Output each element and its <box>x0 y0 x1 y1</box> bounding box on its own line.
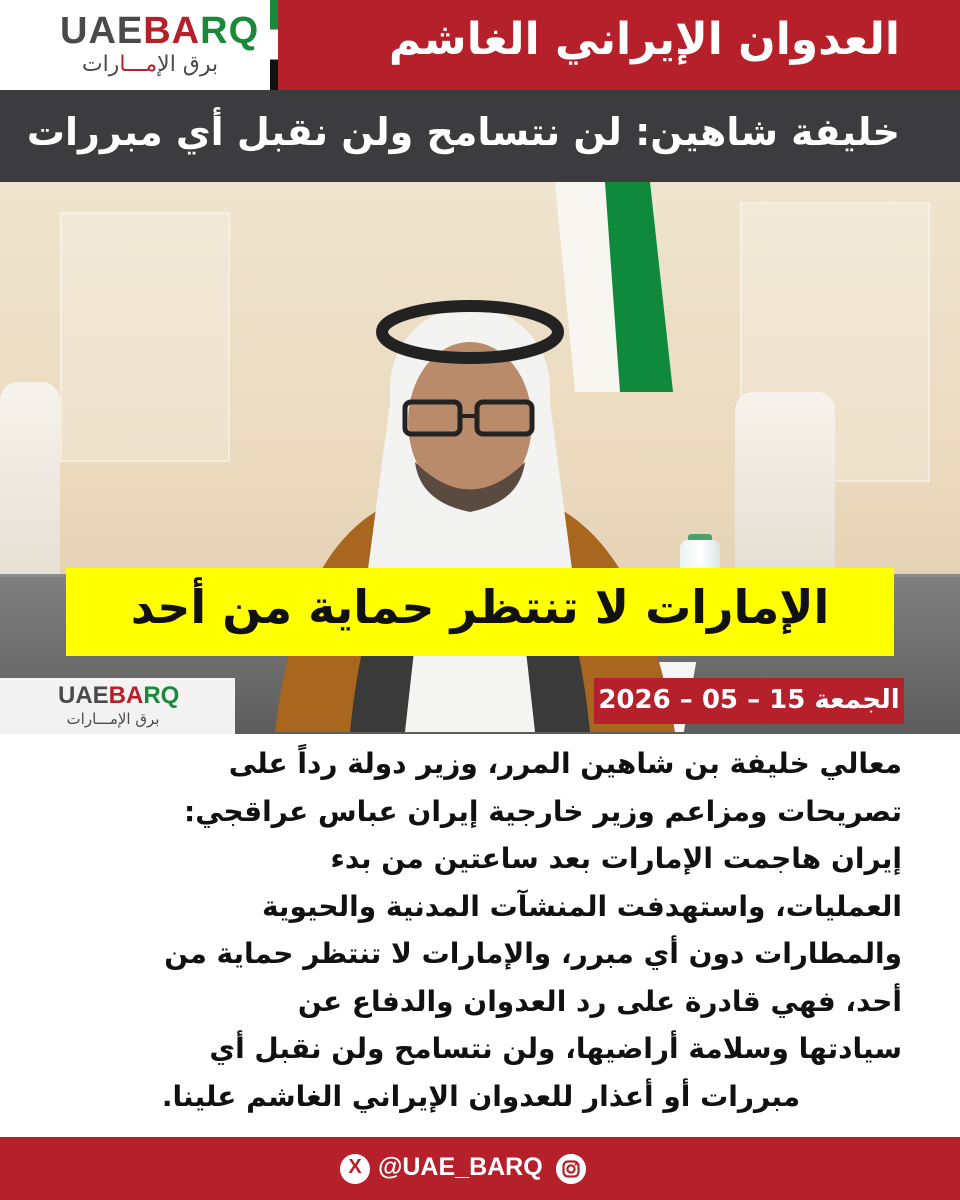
x-glyph: X <box>348 1156 362 1178</box>
mini-wordmark-uae: UAE <box>58 682 109 709</box>
brand-subtitle-b: إمـــا <box>119 52 158 77</box>
article-line: العمليات، واستهدفت المنشآت المدنية والحيوية <box>261 889 902 923</box>
mini-wordmark-rq: RQ <box>143 682 180 709</box>
chair <box>735 392 835 592</box>
article-line: مبررات أو أعذار للعدوان الإيراني الغاشم علينا. <box>161 1079 801 1113</box>
headline-bar <box>0 90 960 182</box>
article-line: سيادتها وسلامة أراضيها، ولن نتسامح ولن نقبل أي <box>209 1032 902 1065</box>
quote-banner <box>66 568 894 656</box>
brand-subtitle-c: رات <box>81 52 120 77</box>
date-badge <box>594 678 904 724</box>
wordmark-ba: BA <box>143 10 201 52</box>
article-line: والمطارات دون أي مبرر، والإمارات لا تنتظر حماية من <box>164 937 902 970</box>
uae-flag-stripe <box>270 0 278 90</box>
footer-bar <box>0 1137 960 1200</box>
article-line: أحد، فهي قادرة على رد العدوان والدفاع عن <box>297 984 902 1018</box>
mini-subtitle <box>58 710 168 728</box>
social-handles[interactable] <box>330 1150 630 1188</box>
brand-subtitle <box>60 52 240 77</box>
photo-watermark-logo <box>0 678 235 734</box>
mini-wordmark-ba: BA <box>108 682 144 709</box>
instagram-icon[interactable] <box>556 1154 586 1184</box>
category-bar <box>278 0 960 90</box>
category-title: العدوان الإيراني الغاشم <box>388 14 900 65</box>
brand-subtitle-a: برق ال <box>157 52 219 77</box>
article-line: إيران هاجمت الإمارات بعد ساعتين من بدء <box>330 842 902 875</box>
wordmark-uae: UAE <box>60 10 144 52</box>
speaker-figure <box>255 262 685 732</box>
top-bar <box>0 0 960 90</box>
date-text: الجمعة 15 – 05 – 2026 <box>598 685 900 715</box>
mini-subtitle-b: إمـــا <box>92 710 118 728</box>
social-handle[interactable]: @UAE_BARQ <box>378 1153 543 1181</box>
article-body <box>60 740 902 1120</box>
wall-panel <box>60 212 230 462</box>
headline: خليفة شاهين: لن نتسامح ولن نقبل أي مبررات <box>26 110 900 154</box>
quote-text: الإمارات لا تنتظر حماية من أحد <box>130 580 830 634</box>
brand-wordmark <box>60 10 259 53</box>
mini-wordmark <box>58 682 179 710</box>
mini-subtitle-c: رات <box>66 710 93 728</box>
article-line: تصريحات ومزاعم وزير خارجية إيران عباس عراقجي: <box>184 794 902 828</box>
x-logo-icon[interactable] <box>340 1154 370 1184</box>
wordmark-rq: RQ <box>200 10 260 52</box>
mini-subtitle-a: برق ال <box>117 710 160 728</box>
article-line: معالي خليفة بن شاهين المرر، وزير دولة رداً على <box>228 747 902 780</box>
brand-logo <box>0 0 278 90</box>
